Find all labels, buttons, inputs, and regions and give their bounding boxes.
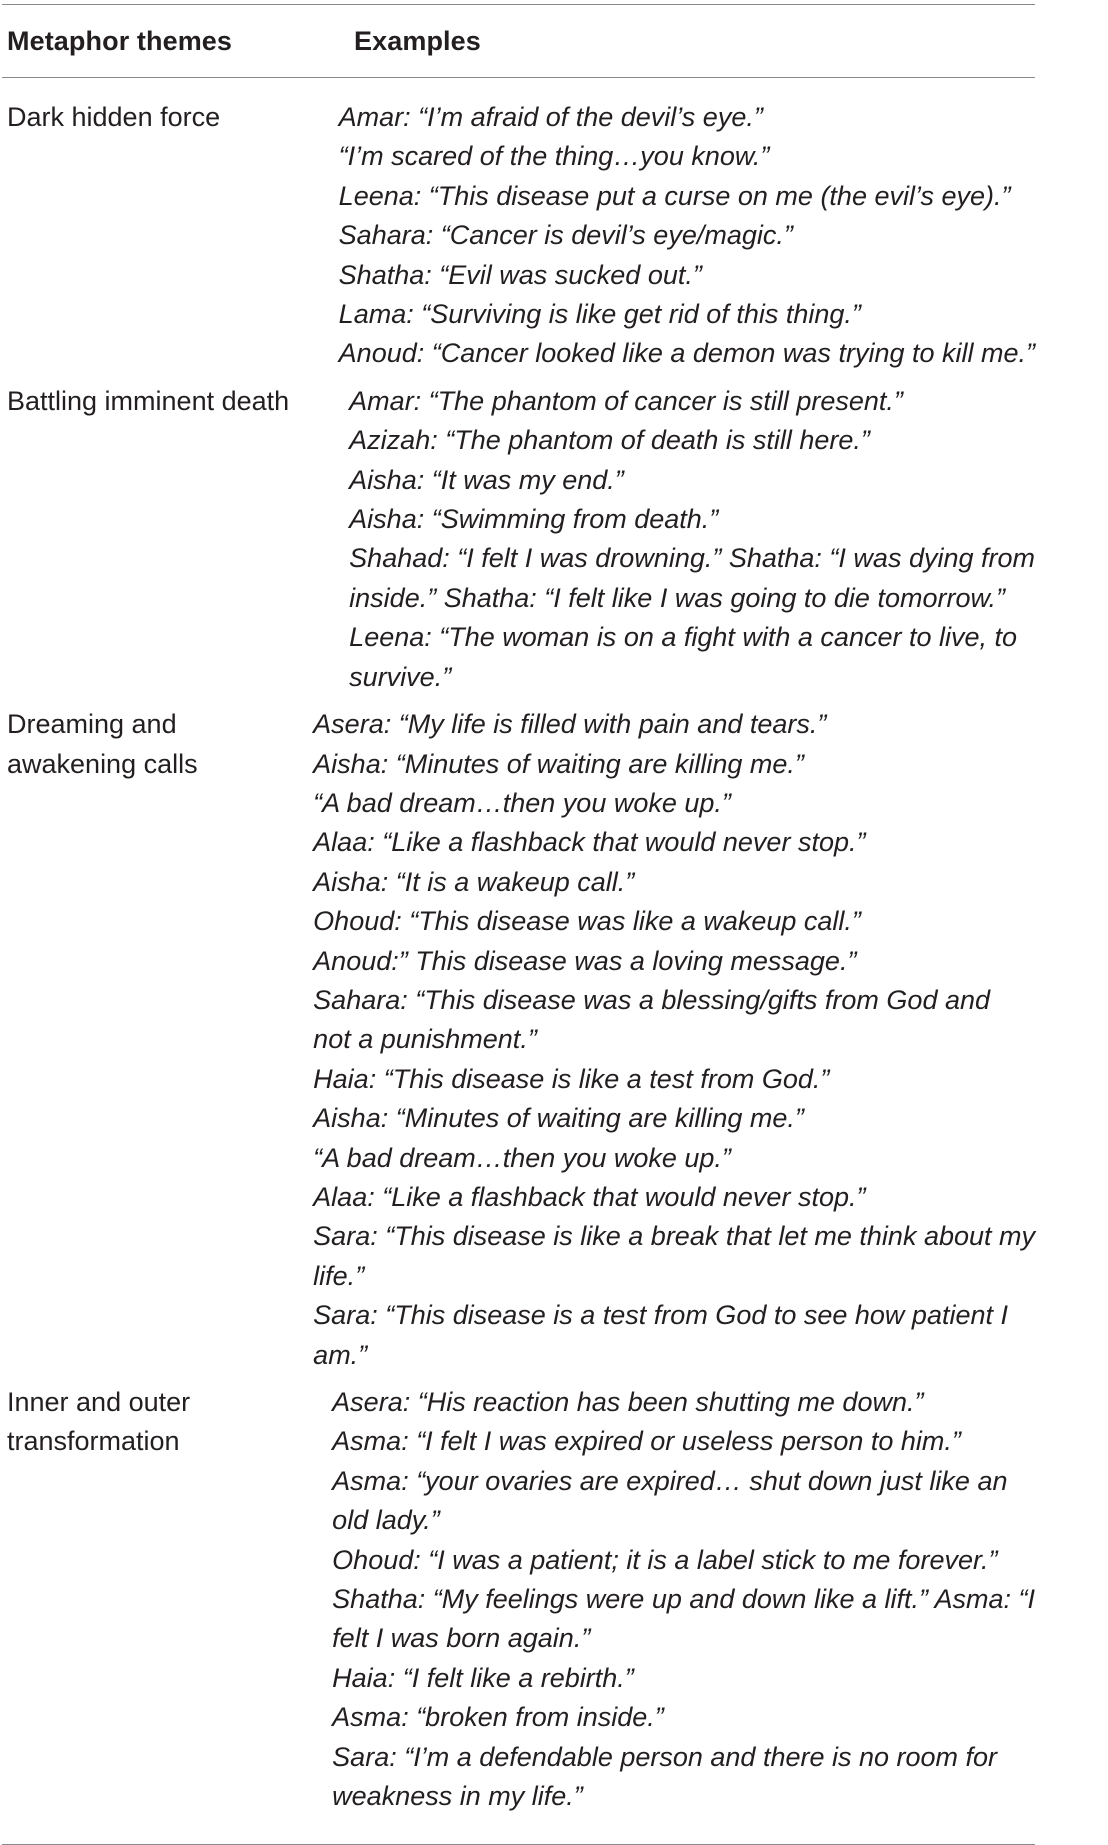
example-line: Asera: “His reaction has been shutting me down.”	[332, 1387, 924, 1417]
example-line: Aisha: “It was my end.”	[349, 464, 624, 495]
example-line: Sahara: “Cancer is devil’s eye/magic.”	[338, 220, 793, 251]
example-line: felt I was born again.”	[332, 1623, 591, 1654]
example-line: Shatha: “Evil was sucked out.”	[338, 259, 702, 290]
example-line: Amar: “The phantom of cancer is still present.”	[349, 385, 903, 416]
example-line: Ohoud: “This disease was like a wakeup call.”	[313, 906, 861, 937]
table-row	[0, 382, 1035, 697]
theme-line: transformation	[7, 1426, 180, 1457]
header-metaphor-themes: Metaphor themes	[7, 25, 233, 56]
theme-cell	[0, 98, 339, 374]
table-body	[0, 78, 1035, 1844]
theme-line: Dreaming and	[7, 709, 177, 740]
example-line: Alaa: “Like a flashback that would never stop.”	[313, 827, 866, 858]
example-line: Asera: “My life is filled with pain and tears.”	[313, 709, 827, 740]
examples-cell	[339, 98, 1035, 374]
theme-line: Inner and outer	[7, 1387, 191, 1417]
example-line: Azizah: “The phantom of death is still here.”	[349, 425, 870, 456]
theme-line: Dark hidden force	[7, 102, 221, 132]
example-line: Sara: “I’m a defendable person and there is no room for	[332, 1741, 998, 1772]
example-line: Haia: “This disease is like a test from God.”	[313, 1063, 830, 1094]
theme-line: awakening calls	[7, 748, 198, 779]
example-line: Sahara: “This disease was a blessing/gifts from God and	[313, 984, 991, 1015]
example-line: Asma: “broken from inside.”	[332, 1702, 664, 1733]
theme-line: Battling imminent death	[7, 385, 290, 416]
example-line: Asma: “I felt I was expired or useless person to him.”	[332, 1426, 961, 1457]
examples-cell	[313, 705, 1035, 1375]
example-line: Aisha: “Swimming from death.”	[349, 504, 719, 535]
example-line: Anoud:” This disease was a loving message.”	[313, 945, 857, 976]
theme-cell	[0, 705, 313, 1375]
example-line: Aisha: “It is a wakeup call.”	[313, 866, 635, 897]
example-line: Shatha: “My feelings were up and down like a lift.” Asma: “I	[332, 1584, 1035, 1615]
example-line: survive.”	[349, 661, 452, 692]
example-line: “A bad dream…then you woke up.”	[313, 787, 731, 818]
example-line: inside.” Shatha: “I felt like I was going to die tomorrow.”	[349, 582, 1005, 613]
example-line: am.”	[313, 1339, 368, 1370]
example-line: life.”	[313, 1260, 365, 1291]
example-line: Alaa: “Like a flashback that would never stop.”	[313, 1181, 866, 1212]
example-line: Sara: “This disease is like a break that let me think about my	[313, 1221, 1035, 1252]
table-row	[0, 1383, 1035, 1816]
example-line: Aisha: “Minutes of waiting are killing me.”	[313, 1103, 804, 1134]
theme-cell	[0, 382, 349, 697]
table-row	[0, 98, 1035, 374]
examples-cell	[349, 382, 1035, 697]
table-header	[0, 5, 1035, 77]
example-line: “I’m scared of the thing…you know.”	[338, 141, 770, 172]
examples-cell	[332, 1383, 1035, 1816]
metaphor-themes-table	[0, 4, 1035, 1845]
example-line: Asma: “your ovaries are expired… shut down just like an	[332, 1465, 1008, 1496]
table-row	[0, 705, 1035, 1375]
header-examples: Examples	[354, 25, 481, 56]
example-line: Haia: “I felt like a rebirth.”	[332, 1662, 634, 1693]
example-line: Sara: “This disease is a test from God to see how patient I	[313, 1300, 1008, 1331]
example-line: old lady.”	[332, 1505, 440, 1536]
example-line: weakness in my life.”	[332, 1781, 583, 1812]
example-line: Ohoud: “I was a patient; it is a label stick to me forever.”	[332, 1544, 998, 1575]
example-line: “A bad dream…then you woke up.”	[313, 1142, 731, 1173]
theme-cell	[0, 1383, 332, 1816]
example-line: Leena: “This disease put a curse on me (the evil’s eye).”	[338, 180, 1011, 211]
example-line: Anoud: “Cancer looked like a demon was trying to kill me.”	[338, 338, 1035, 369]
example-line: Lama: “Surviving is like get rid of this thing.”	[338, 299, 861, 330]
example-line: not a punishment.”	[313, 1024, 537, 1055]
example-line: Leena: “The woman is on a fight with a cancer to live, to	[349, 622, 1018, 653]
example-line: Aisha: “Minutes of waiting are killing me.”	[313, 748, 804, 779]
example-line: Amar: “I’m afraid of the devil’s eye.”	[338, 102, 763, 132]
example-line: Shahad: “I felt I was drowning.” Shatha: “I was dying from	[349, 543, 1035, 574]
